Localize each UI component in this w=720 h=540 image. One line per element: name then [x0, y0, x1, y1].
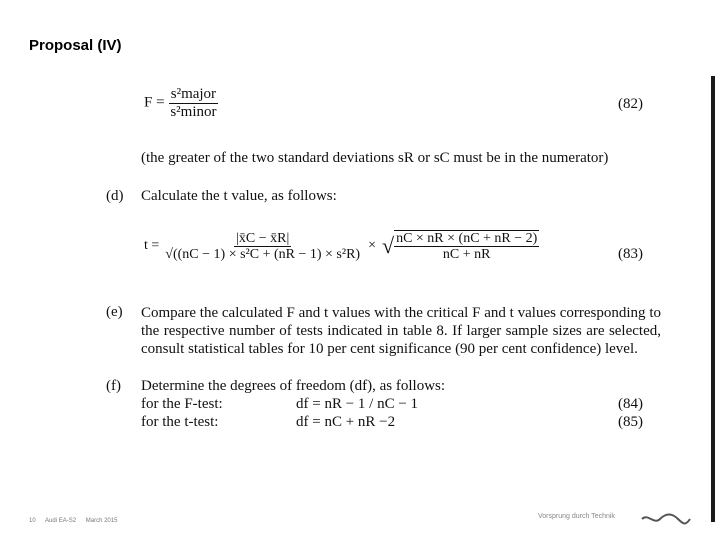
- eq82-formula: [144, 86, 218, 120]
- step-e-letter: (e): [106, 304, 123, 320]
- eq82-numerator: s²major: [170, 86, 217, 102]
- sqrt-icon: √: [381, 233, 395, 259]
- f-test-label: for the F-test:: [141, 396, 223, 412]
- eq83-numerator: |x̄C − x̄R|: [236, 230, 290, 246]
- eq82-lhs: F =: [144, 94, 165, 111]
- slide-title: Proposal (IV): [29, 37, 122, 54]
- eq82-denominator: s²minor: [170, 103, 217, 120]
- footer-date: March 2015: [85, 518, 118, 524]
- eq84-number: (84): [618, 396, 643, 412]
- eq82-fraction: [168, 86, 218, 120]
- eq83-sqrt-numerator: nC × nR × (nC + nR − 2): [396, 231, 538, 246]
- eq83-lhs: t =: [144, 238, 160, 254]
- f-test-equation: df = nR − 1 / nC − 1: [296, 396, 419, 412]
- step-d-letter: (d): [106, 188, 124, 204]
- step-f-letter: (f): [106, 378, 121, 394]
- eq83-fraction: [163, 231, 362, 263]
- step-d-text: Calculate the t value, as follows:: [141, 188, 337, 204]
- t-test-label: for the t-test:: [141, 414, 219, 430]
- brand-slogan: Vorsprung durch Technik: [538, 513, 615, 520]
- eq85-number: (85): [618, 414, 643, 430]
- page-number: 10: [29, 518, 36, 524]
- eq83-times: ×: [368, 238, 376, 254]
- footer-org: Audi EA-S2: [45, 518, 77, 524]
- eq83-sqrt-fraction: [394, 230, 539, 263]
- eq83-sqrt-denominator: nC + nR: [442, 247, 491, 263]
- step-e-text: Compare the calculated F and t values with the critical F and t values corresponding to the respective number of tests indicated in table 8. If larger sample sizes are selected, consult statistical tables for 10 per cent significance (90 per cent confidence) level.: [141, 305, 661, 357]
- eq83-denominator: √((nC − 1) × s²C + (nR − 1) × s²R): [165, 246, 361, 262]
- eq82-number: (82): [618, 96, 643, 112]
- right-edge-rule: [711, 76, 715, 522]
- eq83-number: (83): [618, 246, 643, 262]
- t-test-equation: df = nC + nR −2: [296, 414, 396, 430]
- eq83-formula: [144, 230, 539, 263]
- numerator-note: (the greater of the two standard deviations sR or sC must be in the numerator): [141, 150, 609, 166]
- step-f-text: Determine the degrees of freedom (df), as follows:: [141, 378, 446, 394]
- brand-wave-icon: [640, 512, 692, 526]
- footer: [29, 518, 125, 524]
